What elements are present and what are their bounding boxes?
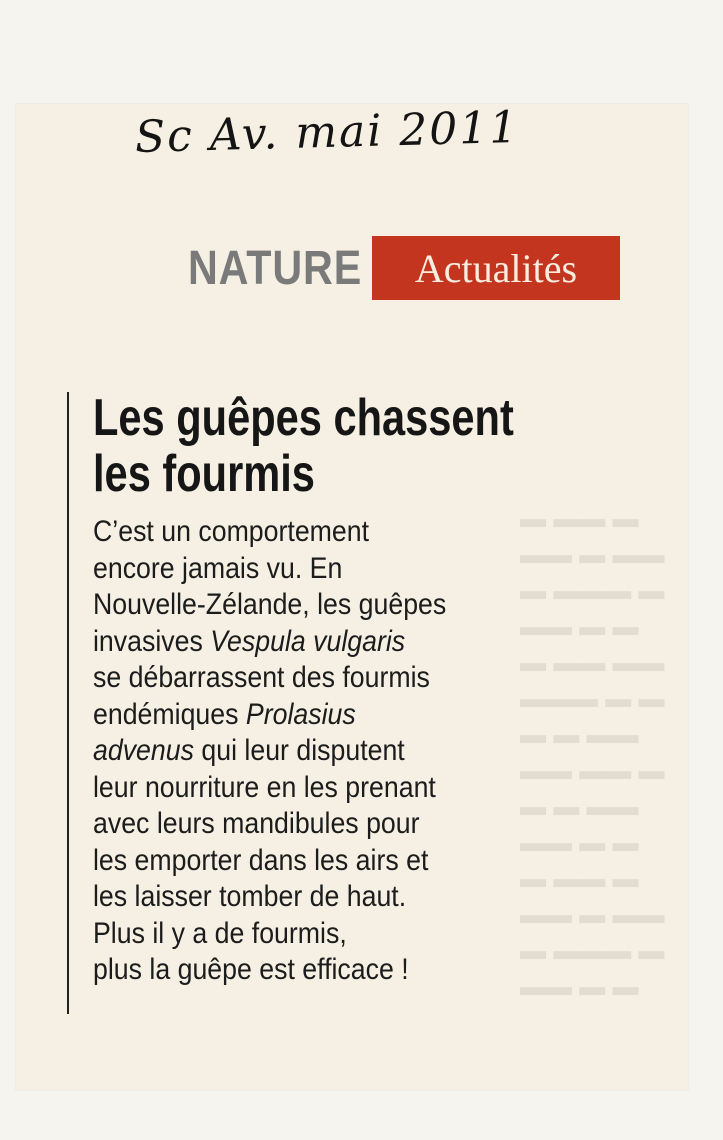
body-line xyxy=(93,624,511,661)
body-text-segment: les laisser tomber de haut. xyxy=(93,880,407,913)
body-text-segment: qui leur disputent xyxy=(193,734,405,767)
headline-line-1: Les guêpes chassent xyxy=(93,389,514,447)
category-badge: Actualités xyxy=(372,236,620,300)
article-body xyxy=(93,514,511,989)
headline-line-2: les fourmis xyxy=(93,445,315,503)
species-name: advenus xyxy=(93,734,194,767)
body-line xyxy=(93,770,511,807)
body-text-segment: Nouvelle-Zélande, les guêpes xyxy=(93,588,447,621)
body-line xyxy=(93,733,511,770)
body-line xyxy=(93,514,511,551)
handwritten-date: Sc Av. mai 2011 xyxy=(134,101,520,163)
article-headline xyxy=(93,390,541,502)
body-line xyxy=(93,952,511,989)
body-text-segment: leur nourriture en les prenant xyxy=(93,770,436,804)
section-label: NATURE xyxy=(188,241,363,295)
body-text-segment: encore jamais vu. En xyxy=(93,551,343,585)
body-text-segment: invasives xyxy=(93,624,211,658)
body-text-segment: Plus il y a de fourmis, xyxy=(93,916,347,950)
section-header xyxy=(188,236,620,300)
body-text-segment: avec leurs mandibules pour xyxy=(93,807,420,840)
body-text-segment: se débarrassent des fourmis xyxy=(93,661,430,694)
body-line xyxy=(93,660,511,697)
body-text-segment: plus la guêpe est efficace ! xyxy=(93,953,409,986)
species-name: Vespula vulgaris xyxy=(210,624,406,658)
body-line xyxy=(93,916,511,953)
body-line xyxy=(93,843,511,880)
body-text-segment: les emporter dans les airs et xyxy=(93,843,429,877)
body-line xyxy=(93,879,511,916)
body-line xyxy=(93,806,511,843)
body-line xyxy=(93,587,511,624)
body-text-segment: C’est un comportement xyxy=(93,515,370,548)
body-line xyxy=(93,551,511,588)
body-text-segment: endémiques xyxy=(93,697,246,731)
body-line xyxy=(93,697,511,734)
species-name: Prolasius xyxy=(245,697,356,731)
article-left-rule xyxy=(67,392,69,1014)
